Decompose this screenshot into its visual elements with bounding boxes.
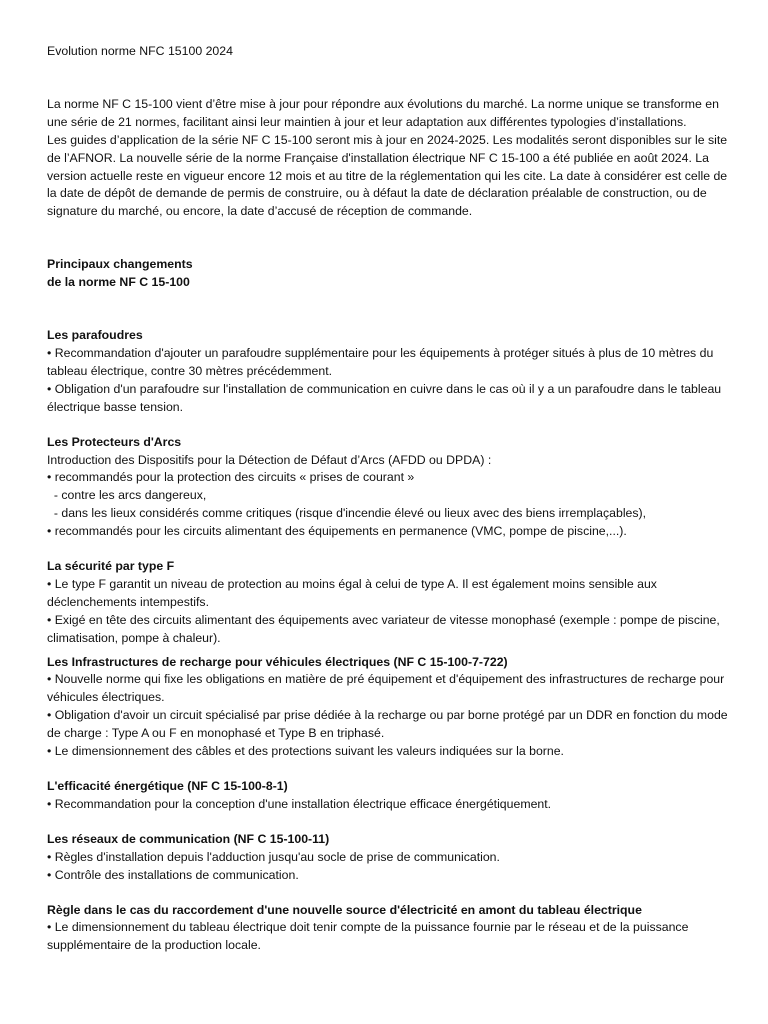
section-line: • Recommandation pour la conception d'une installation électrique efficace énergétiquement. [47,796,552,811]
section-line: - dans les lieux considérés comme critiques (risque d'incendie élevé ou lieux avec des biens irremplaçables), [47,506,647,521]
section-heading: La sécurité par type F [47,559,175,574]
section-infrastructures-recharge [47,654,732,761]
section-heading: Les réseaux de communication (NF C 15-100-11) [47,831,330,846]
intro-paragraph: Les guides d’application de la série NF C 15-100 seront mis à jour en 2024-2025. Les modalités seront disponibles sur le site de l’AFNOR. La nouvelle série de la norme Française d'installation électrique NF C 15-100 a été publiée en août 2024. La version actuelle reste en vigueur encore 12 mois et au titre de la réglementation qui les cite. La date à considérer est celle de la date de dépôt de demande de permis de construire, ou à défaut la date de déclaration préalable de construction, ou de signature du marché, ou encore, la date d’accusé de réception de commande. [47,132,728,219]
principal-heading [47,256,728,292]
section-line: Introduction des Dispositifs pour la Détection de Défaut d’Arcs (AFDD ou DPDA) : [47,452,492,467]
section-heading: Les Protecteurs d'Arcs [47,434,182,449]
section-line: • Le dimensionnement du tableau électrique doit tenir compte de la puissance fournie par le réseau et de la puissance supplémentaire de la production locale. [47,920,692,953]
principal-heading-line: Principaux changements [47,257,193,272]
section-reseaux-communication [47,831,728,885]
section-line: • recommandés pour les circuits alimentant des équipements en permanence (VMC, pompe de piscine,...). [47,524,627,539]
section-line: • Obligation d'avoir un circuit spécialisé par prise dédiée à la recharge ou par borne protégé par un DDR en fonction du mode de charge : Type A ou F en monophasé et Type B en triphasé. [47,708,732,741]
section-line: - contre les arcs dangereux, [47,488,207,503]
principal-heading-line: de la norme NF C 15-100 [47,275,190,290]
section-heading: Les parafoudres [47,328,143,343]
section-line: • Contrôle des installations de communication. [47,867,299,882]
section-line: • Règles d'installation depuis l'adduction jusqu'au socle de prise de communication. [47,849,500,864]
section-raccordement-source [47,902,728,956]
section-securite-type-f [47,558,728,648]
section-line: • Nouvelle norme qui fixe les obligations en matière de pré équipement et d'équipement des infrastructures de recharge pour véhicules électriques. [47,672,728,705]
section-protecteurs-arcs [47,434,728,541]
intro-paragraph: La norme NF C 15-100 vient d’être mise à jour pour répondre aux évolutions du marché. La norme unique se transforme en une série de 21 normes, facilitant ainsi leur maintien à jour et leur adaptation aux différentes typologies d’installations. [47,96,719,129]
section-line: • recommandés pour la protection des circuits « prises de courant » [47,470,415,485]
section-efficacite-energetique [47,778,728,814]
section-line: • Le dimensionnement des câbles et des protections suivant les valeurs indiquées sur la borne. [47,744,564,759]
section-line: • Obligation d'un parafoudre sur l'installation de communication en cuivre dans le cas où il y a un parafoudre dans le tableau électrique basse tension. [47,381,725,414]
document-title: Evolution norme NFC 15100 2024 [47,44,233,58]
section-parafoudres [47,327,728,417]
section-heading: L'efficacité énergétique (NF C 15-100-8-1) [47,779,288,793]
section-line: • Recommandation d'ajouter un parafoudre supplémentaire pour les équipements à protéger situés à plus de 10 mètres du tableau électrique, contre 30 mètres précédemment. [47,345,717,378]
section-heading: Les Infrastructures de recharge pour véhicules électriques (NF C 15-100-7-722) [47,654,508,669]
section-line: • Exigé en tête des circuits alimentant des équipements avec variateur de vitesse monophasé (exemple : pompe de piscine, climatisation, pompe à chaleur). [47,612,724,645]
section-line: • Le type F garantit un niveau de protection au moins égal à celui de type A. Il est également moins sensible aux déclenchements intempestifs. [47,576,661,609]
section-heading: Règle dans le cas du raccordement d'une nouvelle source d'électricité en amont du tableau électrique [47,902,642,917]
intro-block [47,96,728,221]
